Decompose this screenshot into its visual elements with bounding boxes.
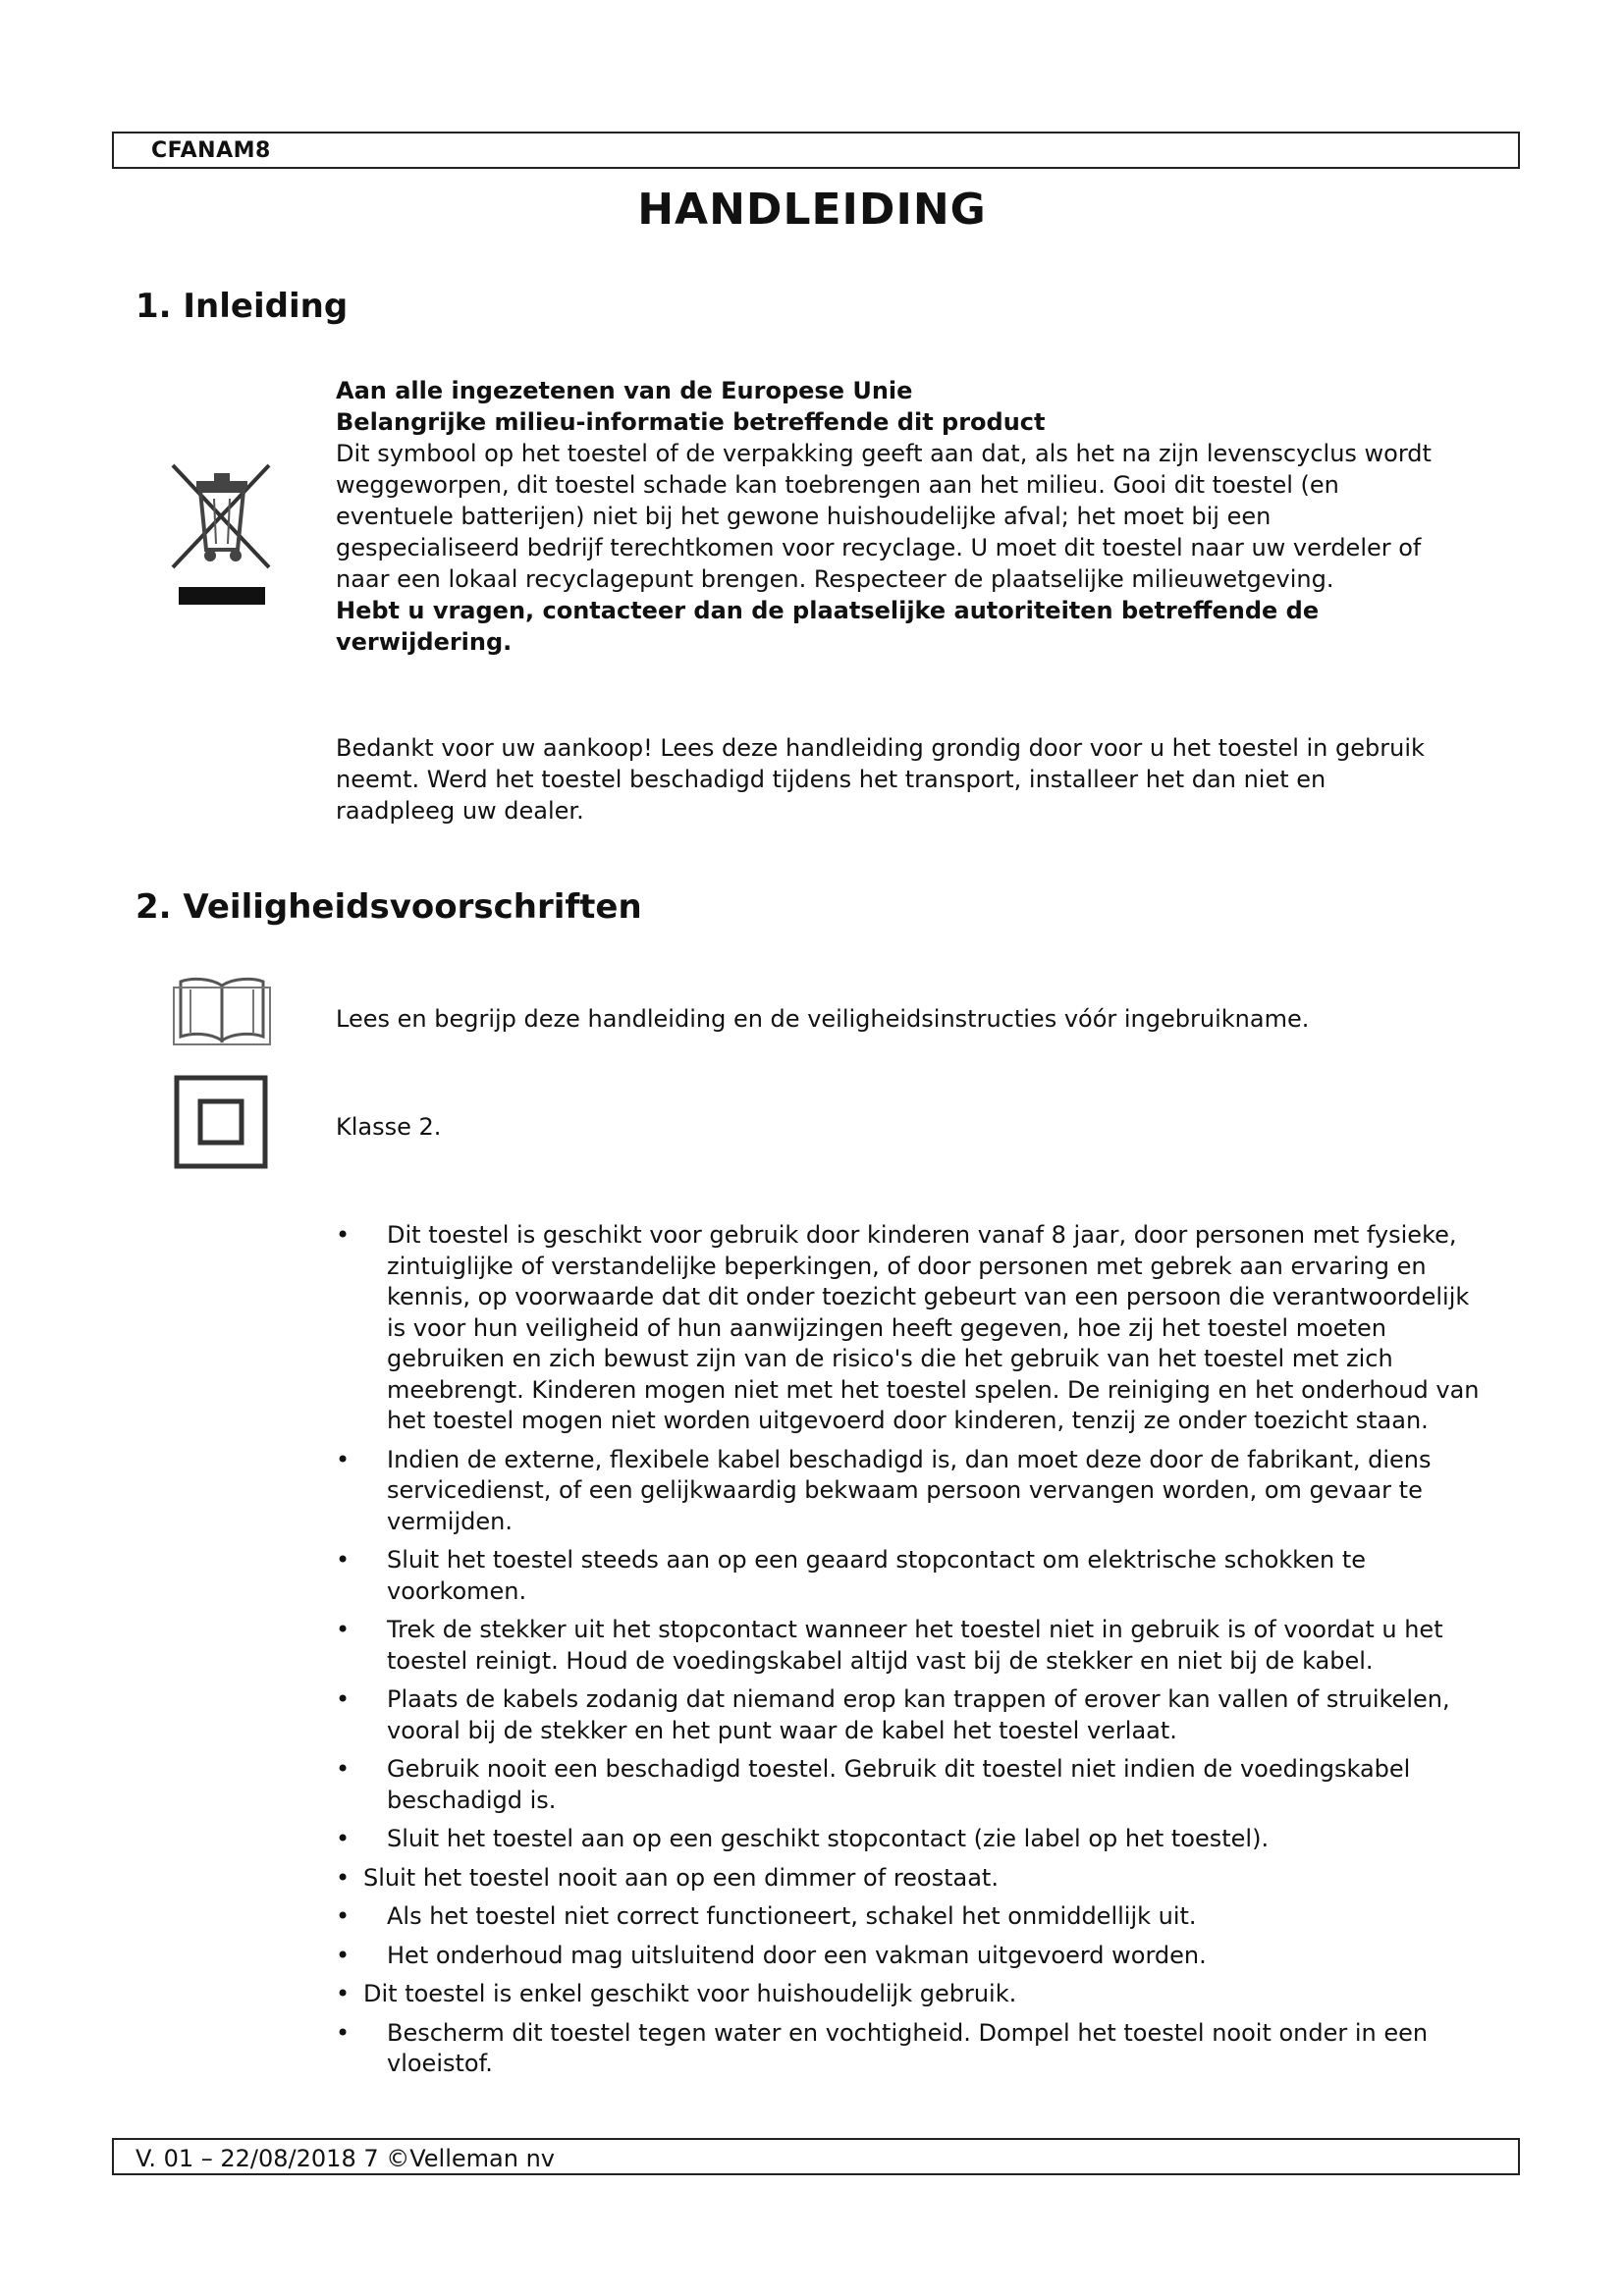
eu-notice-question: Hebt u vragen, contacteer dan de plaatselijke autoriteiten betreffende de verwijdering. — [336, 597, 1320, 656]
weee-crossed-bin-icon — [167, 459, 277, 613]
class-2-double-square-icon — [173, 1074, 269, 1170]
list-item — [336, 1684, 1485, 1746]
eu-notice-body: Dit symbool op het toestel of de verpakking geeft aan dat, als het na zijn levenscyclus wordt weggeworpen, dit toestel schade kan toebrengen aan het milieu. Gooi dit toestel (en eventuele batterijen) niet bij het gewone huishoudelijke afval; het moet bij een gespecialiseerd bedrijf terechtkomen voor recyclage. U moet dit toestel naar uw verdeler of naar een lokaal recyclagepunt brengen. Respecteer de plaatselijke milieuwetgeving. — [336, 440, 1432, 593]
bullet-dot: • — [336, 1221, 351, 1249]
document-title: HANDLEIDING — [637, 185, 987, 235]
bullet-text: Bescherm dit toestel tegen water en vochtigheid. Dompel het toestel nooit onder in een vloeistof. — [387, 2018, 1429, 2077]
list-item — [336, 2018, 1485, 2080]
bullet-dot: • — [336, 1546, 351, 1574]
list-item — [336, 1615, 1485, 1677]
thanks-paragraph: Bedankt voor uw aankoop! Lees deze handleiding grondig door voor u het toestel in gebruik neemt. Werd het toestel beschadigd tijdens het transport, installeer het dan niet en raadpleeg uw dealer. — [336, 734, 1425, 825]
safety-bullet-list — [336, 1220, 1485, 2088]
list-item — [336, 1754, 1485, 1816]
bullet-text: Als het toestel niet correct functioneert, schakel het onmiddellijk uit. — [387, 1902, 1197, 1930]
list-item — [336, 1901, 1485, 1933]
list-item — [336, 1863, 1485, 1895]
bullet-text: Trek de stekker uit het stopcontact wanneer het toestel niet in gebruik is of voordat u het toestel reinigt. Houd de voedingskabel altijd vast bij de stekker en niet bij de kabel. — [387, 1616, 1443, 1675]
bullet-text: Indien de externe, flexibele kabel beschadigd is, dan moet deze door de fabrikant, diens servicedienst, of een gelijkwaardig bekwaam persoon vervangen worden, om gevaar te vermijden. — [387, 1445, 1432, 1535]
bullet-text: Sluit het toestel steeds aan op een geaard stopcontact om elektrische schokken te voorkomen. — [387, 1546, 1367, 1605]
open-book-icon — [171, 972, 273, 1050]
header-box — [112, 132, 1520, 169]
bullet-dot: • — [336, 1941, 351, 1969]
class-2-label: Klasse 2. — [336, 1113, 442, 1141]
bullet-dot: • — [336, 1825, 351, 1852]
eu-environment-notice — [336, 375, 1445, 658]
bullet-text: Sluit het toestel nooit aan op een dimmer of reostaat. — [363, 1863, 999, 1892]
bullet-dot: • — [336, 1755, 351, 1783]
bullet-dot: • — [336, 1616, 351, 1643]
bullet-text: Plaats de kabels zodanig dat niemand erop kan trappen of erover kan vallen of struikelen, vooral bij de stekker en het punt waar de kabel het toestel verlaat. — [387, 1685, 1450, 1744]
eu-notice-subtitle: Belangrijke milieu-informatie betreffende dit product — [336, 408, 1046, 436]
footer-version-page-copyright: V. 01 – 22/08/2018 7 ©Velleman nv — [135, 2145, 555, 2172]
list-item — [336, 1824, 1485, 1855]
bullet-text: Het onderhoud mag uitsluitend door een vakman uitgevoerd worden. — [387, 1941, 1207, 1969]
bullet-dot: • — [336, 1863, 351, 1892]
list-item — [336, 1545, 1485, 1607]
bullet-dot: • — [336, 2018, 351, 2047]
bullet-dot: • — [336, 1685, 351, 1713]
section-heading-veiligheid: 2. Veiligheidsvoorschriften — [135, 887, 642, 927]
read-manual-instruction: Lees en begrijp deze handleiding en de veiligheidsinstructies vóór ingebruikname. — [336, 1005, 1310, 1033]
list-item — [336, 1220, 1485, 1437]
eu-notice-title: Aan alle ingezetenen van de Europese Unie — [336, 377, 913, 404]
list-item — [336, 1979, 1485, 2010]
bullet-text: Gebruik nooit een beschadigd toestel. Gebruik dit toestel niet indien de voedingskabel beschadigd is. — [387, 1755, 1411, 1814]
section-heading-inleiding: 1. Inleiding — [135, 287, 349, 326]
list-item — [336, 1445, 1485, 1538]
list-item — [336, 1941, 1485, 1972]
bullet-text: Sluit het toestel aan op een geschikt stopcontact (zie label op het toestel). — [387, 1825, 1270, 1852]
bullet-text: Dit toestel is geschikt voor gebruik door kinderen vanaf 8 jaar, door personen met fysieke, zintuiglijke of verstandelijke beperkingen, of door personen met gebrek aan ervaring en kennis, op voorwaarde dat dit onder toezicht gebeurt van een persoon die verantwoordelijk is voor hun veiligheid of hun aanwijzingen heeft gegeven, hoe zij het toestel moeten gebruiken en zich bewust zijn van de risico's die het gebruik van het toestel met zich meebrengt. Kinderen mogen niet met het toestel spelen. De reiniging en het onderhoud van het toestel mogen niet worden uitgevoerd door kinderen, tenzij ze onder toezicht staan. — [387, 1221, 1480, 1434]
footer-box — [112, 2138, 1520, 2175]
bullet-dot: • — [336, 1902, 351, 1930]
bullet-dot: • — [336, 1980, 351, 2007]
bullet-text: Dit toestel is enkel geschikt voor huishoudelijk gebruik. — [363, 1980, 1017, 2007]
bullet-dot: • — [336, 1445, 351, 1473]
model-code: CFANAM8 — [151, 138, 271, 163]
